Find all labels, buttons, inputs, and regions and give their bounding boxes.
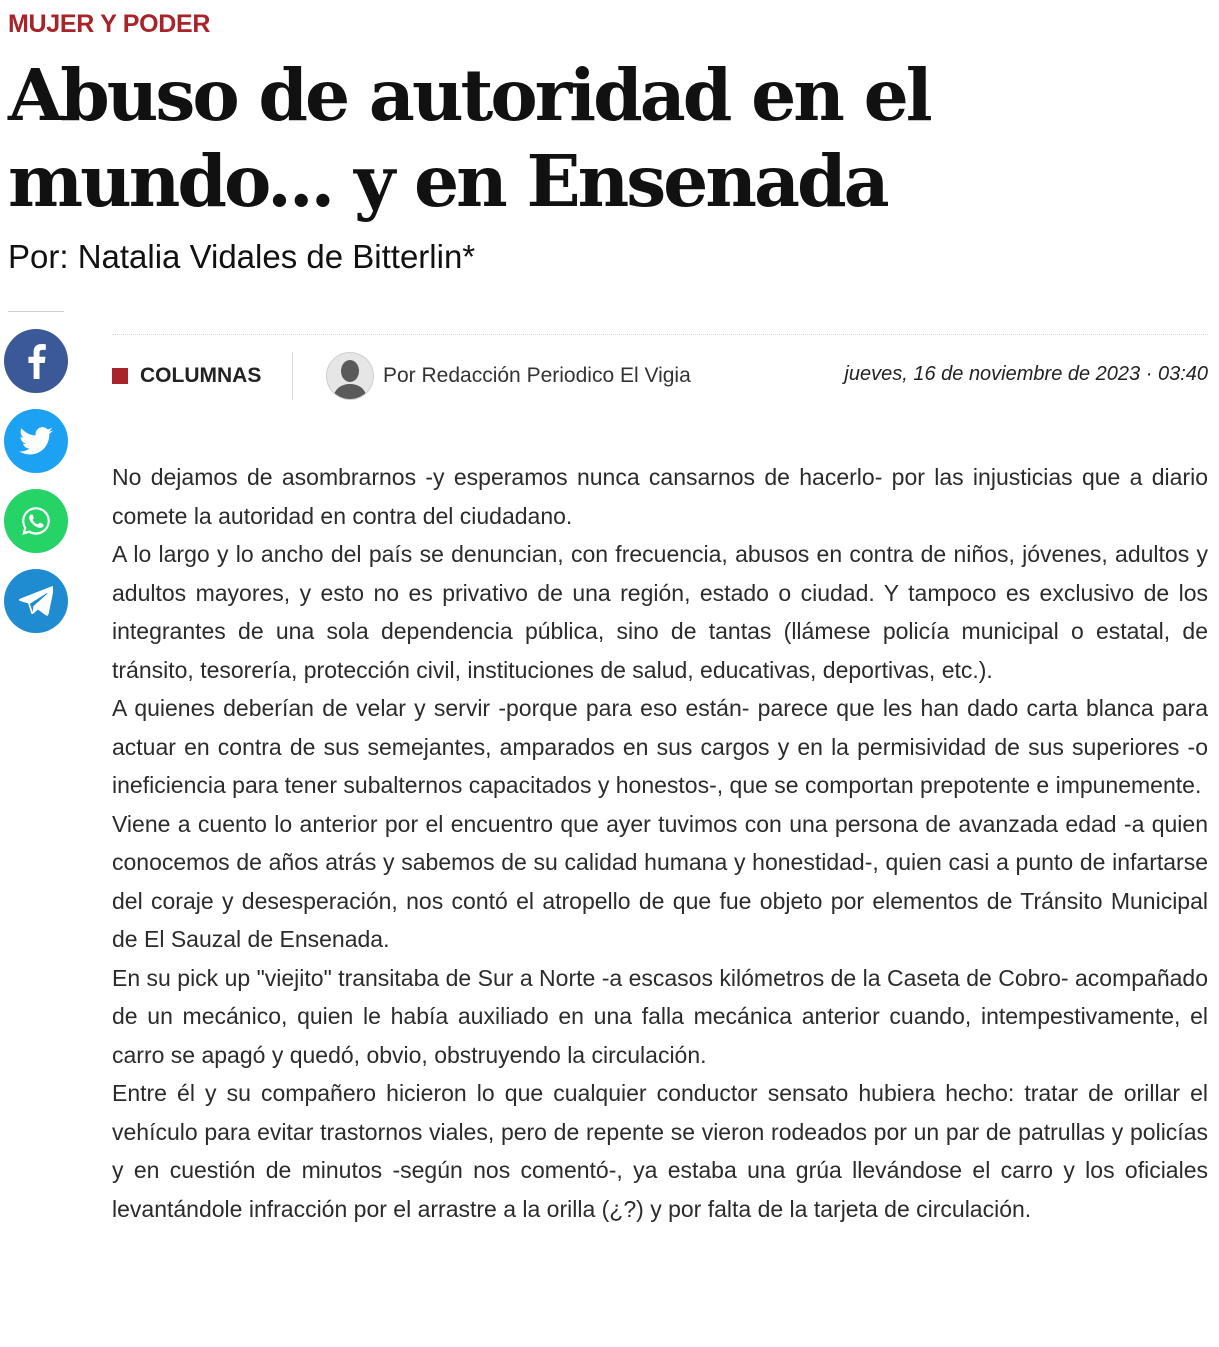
share-whatsapp-button[interactable]: [4, 489, 68, 553]
share-twitter-button[interactable]: [4, 409, 68, 473]
meta-separator: [292, 352, 293, 400]
user-silhouette-icon: [327, 353, 373, 399]
meta-divider: [112, 334, 1208, 335]
category-label: COLUMNAS: [140, 364, 262, 387]
article-byline: Por: Natalia Vidales de Bitterlin*: [8, 238, 476, 275]
article-paragraph: Viene a cuento lo anterior por el encuentro que ayer tuvimos con una persona de avanzada edad -a quien conocemos de años atrás y sabemos de su calidad humana y honestidad-, quien casi a punto de infartarse del coraje y desesperación, nos contó el atropello de que fue objeto por elementos de Tránsito Municipal de El Sauzal de Ensenada.: [112, 810, 1208, 952]
share-facebook-button[interactable]: [4, 329, 68, 393]
publish-date: jueves, 16 de noviembre de 2023 · 03:40: [844, 363, 1208, 385]
article-paragraph: Entre él y su compañero hicieron lo que cualquier conductor sensato hubiera hecho: tratar de orillar el vehículo para evitar trastornos viales, pero de repente se vieron rodeados por un par de patrullas y policías y en cuestión de minutos -según nos comentó-, ya estaba una grúa llevándose el carro y los oficiales levantándole infracción por el arrastre a la orilla (¿?) y por falta de la tarjeta de circulación.: [112, 1080, 1208, 1222]
whatsapp-icon: [19, 504, 53, 538]
article-paragraph: En su pick up "viejito" transitaba de Sur a Norte -a escasos kilómetros de la Caseta de Cobro- acompañado de un mecánico, quien le había auxiliado en una falla mecánica anterior cuando, intempestivamente, el carro se apagó y quedó, obvio, obstruyendo la circulación.: [112, 964, 1208, 1068]
category-square-icon: [112, 368, 128, 384]
divider: [8, 311, 64, 312]
article-paragraph: No dejamos de asombrarnos -y esperamos nunca cansarnos de hacerlo- por las injusticias que a diario comete la autoridad en contra del ciudadano.: [112, 464, 1208, 529]
article-meta: [112, 350, 1208, 404]
category-link[interactable]: [112, 364, 261, 388]
share-telegram-button[interactable]: [4, 569, 68, 633]
article-body: [112, 458, 1208, 1228]
facebook-icon: [25, 343, 47, 379]
author-name: Por Redacción Periodico El Vigia: [383, 364, 691, 387]
twitter-icon: [19, 427, 53, 455]
article-paragraph: A quienes deberían de velar y servir -porque para eso están- parece que les han dado carta blanca para actuar en contra de sus semejantes, amparados en sus cargos y en la permisividad de sus superiores -o ineficiencia para tener subalternos capacitados y honestos-, que se comportan prepotente e impunemente.: [112, 695, 1208, 798]
share-bar: [4, 329, 68, 649]
telegram-icon: [19, 586, 53, 616]
article-headline: Abuso de autoridad en el mundo... y en Ensenada: [8, 53, 930, 223]
author-link[interactable]: [326, 352, 691, 400]
section-kicker[interactable]: MUJER Y PODER: [8, 10, 211, 38]
article-paragraph: A lo largo y lo ancho del país se denuncian, con frecuencia, abusos en contra de niños, jóvenes, adultos y adultos mayores, y esto no es privativo de una región, estado o ciudad. Y tampoco es exclusivo de los integrantes de una sola dependencia pública, sino de tantas (llámese policía municipal o estatal, de tránsito, tesorería, protección civil, instituciones de salud, educativas, deportivas, etc.).: [112, 541, 1208, 683]
avatar: [326, 352, 374, 400]
